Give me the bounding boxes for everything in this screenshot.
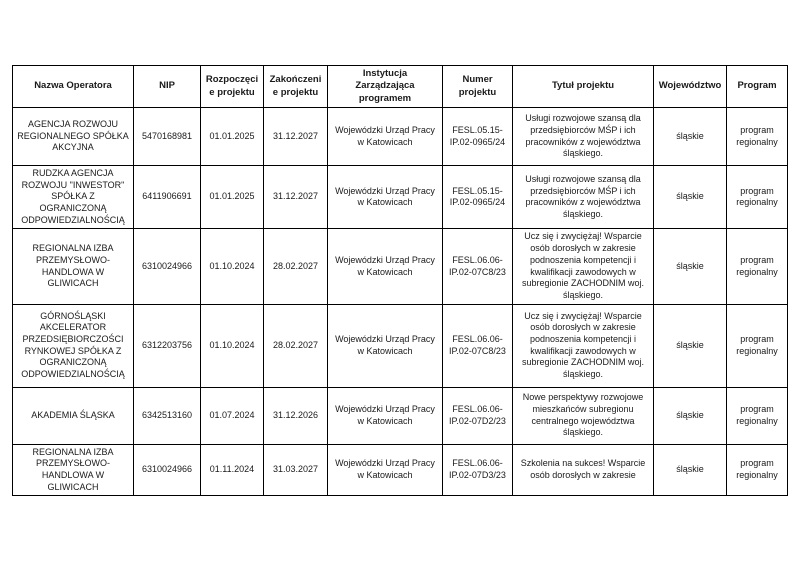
column-header-instytucja-zarzadzajaca: Instytucja Zarządzająca programem [328, 66, 443, 108]
cell-zakonczenie: 31.12.2027 [264, 108, 328, 166]
cell-instytucja: Wojewódzki Urząd Pracy w Katowicach [328, 229, 443, 304]
cell-tytul-projektu: Nowe perspektywy rozwojowe mieszkańców subregionu centralnego województwa śląskiego. [513, 387, 654, 444]
cell-tytul-projektu: Usługi rozwojowe szansą dla przedsiębiorców MŚP i ich pracowników z województwa śląskiego. [513, 166, 654, 229]
cell-nip: 6411906691 [134, 166, 201, 229]
cell-nazwa-operatora: REGIONALNA IZBA PRZEMYSŁOWO-HANDLOWA W GLIWICACH [13, 444, 134, 496]
cell-nazwa-operatora: RUDZKA AGENCJA ROZWOJU "INWESTOR" SPÓŁKA Z OGRANICZONĄ ODPOWIEDZIALNOŚCIĄ [13, 166, 134, 229]
cell-instytucja: Wojewódzki Urząd Pracy w Katowicach [328, 108, 443, 166]
cell-rozpoczecie: 01.07.2024 [201, 387, 264, 444]
cell-rozpoczecie: 01.01.2025 [201, 166, 264, 229]
table-row [13, 108, 788, 166]
cell-zakonczenie: 28.02.2027 [264, 229, 328, 304]
table-row [13, 229, 788, 304]
projects-table [12, 65, 788, 496]
table-row [13, 166, 788, 229]
column-header-numer-projektu: Numer projektu [443, 66, 513, 108]
cell-program: program regionalny [727, 166, 788, 229]
cell-instytucja: Wojewódzki Urząd Pracy w Katowicach [328, 387, 443, 444]
cell-nazwa-operatora: REGIONALNA IZBA PRZEMYSŁOWO-HANDLOWA W GLIWICACH [13, 229, 134, 304]
cell-tytul-projektu: Szkolenia na sukces! Wsparcie osób dorosłych w zakresie [513, 444, 654, 496]
cell-nip: 6310024966 [134, 229, 201, 304]
table-row [13, 387, 788, 444]
cell-numer-projektu: FESL.06.06-IP.02-07D3/23 [443, 444, 513, 496]
cell-numer-projektu: FESL.06.06-IP.02-07C8/23 [443, 304, 513, 387]
cell-rozpoczecie: 01.01.2025 [201, 108, 264, 166]
column-header-wojewodztwo: Województwo [654, 66, 727, 108]
column-header-zakonczenie-projektu: Zakończenie projektu [264, 66, 328, 108]
column-header-nip: NIP [134, 66, 201, 108]
cell-wojewodztwo: śląskie [654, 166, 727, 229]
table-header-row [13, 66, 788, 108]
cell-program: program regionalny [727, 108, 788, 166]
cell-zakonczenie: 31.03.2027 [264, 444, 328, 496]
cell-nazwa-operatora: GÓRNOŚLĄSKI AKCELERATOR PRZEDSIĘBIORCZOŚCI RYNKOWEJ SPÓŁKA Z OGRANICZONĄ ODPOWIEDZIALNOŚCIĄ [13, 304, 134, 387]
cell-instytucja: Wojewódzki Urząd Pracy w Katowicach [328, 444, 443, 496]
cell-program: program regionalny [727, 444, 788, 496]
column-header-program: Program [727, 66, 788, 108]
cell-zakonczenie: 31.12.2026 [264, 387, 328, 444]
cell-tytul-projektu: Ucz się i zwyciężaj! Wsparcie osób dorosłych w zakresie podnoszenia kompetencji i kwalifikacji zawodowych w subregionie ZACHODNIM woj. śląskiego. [513, 229, 654, 304]
cell-program: program regionalny [727, 229, 788, 304]
cell-program: program regionalny [727, 304, 788, 387]
cell-wojewodztwo: śląskie [654, 387, 727, 444]
cell-wojewodztwo: śląskie [654, 229, 727, 304]
cell-zakonczenie: 28.02.2027 [264, 304, 328, 387]
cell-nip: 6312203756 [134, 304, 201, 387]
cell-instytucja: Wojewódzki Urząd Pracy w Katowicach [328, 166, 443, 229]
cell-tytul-projektu: Ucz się i zwyciężaj! Wsparcie osób dorosłych w zakresie podnoszenia kompetencji i kwalifikacji zawodowych w subregionie ZACHODNIM woj. śląskiego. [513, 304, 654, 387]
table-row [13, 304, 788, 387]
cell-rozpoczecie: 01.10.2024 [201, 229, 264, 304]
column-header-nazwa-operatora: Nazwa Operatora [13, 66, 134, 108]
cell-instytucja: Wojewódzki Urząd Pracy w Katowicach [328, 304, 443, 387]
cell-wojewodztwo: śląskie [654, 444, 727, 496]
cell-rozpoczecie: 01.11.2024 [201, 444, 264, 496]
cell-numer-projektu: FESL.06.06-IP.02-07C8/23 [443, 229, 513, 304]
cell-zakonczenie: 31.12.2027 [264, 166, 328, 229]
cell-numer-projektu: FESL.05.15-IP.02-0965/24 [443, 166, 513, 229]
cell-nip: 5470168981 [134, 108, 201, 166]
cell-tytul-projektu: Usługi rozwojowe szansą dla przedsiębiorców MŚP i ich pracowników z województwa śląskiego. [513, 108, 654, 166]
cell-nip: 6342513160 [134, 387, 201, 444]
cell-nazwa-operatora: AGENCJA ROZWOJU REGIONALNEGO SPÓŁKA AKCYJNA [13, 108, 134, 166]
cell-program: program regionalny [727, 387, 788, 444]
cell-wojewodztwo: śląskie [654, 304, 727, 387]
column-header-tytul-projektu: Tytuł projektu [513, 66, 654, 108]
cell-rozpoczecie: 01.10.2024 [201, 304, 264, 387]
cell-wojewodztwo: śląskie [654, 108, 727, 166]
cell-numer-projektu: FESL.05.15-IP.02-0965/24 [443, 108, 513, 166]
cell-nazwa-operatora: AKADEMIA ŚLĄSKA [13, 387, 134, 444]
cell-nip: 6310024966 [134, 444, 201, 496]
cell-numer-projektu: FESL.06.06-IP.02-07D2/23 [443, 387, 513, 444]
table-row [13, 444, 788, 496]
column-header-rozpoczecie-projektu: Rozpoczęcie projektu [201, 66, 264, 108]
